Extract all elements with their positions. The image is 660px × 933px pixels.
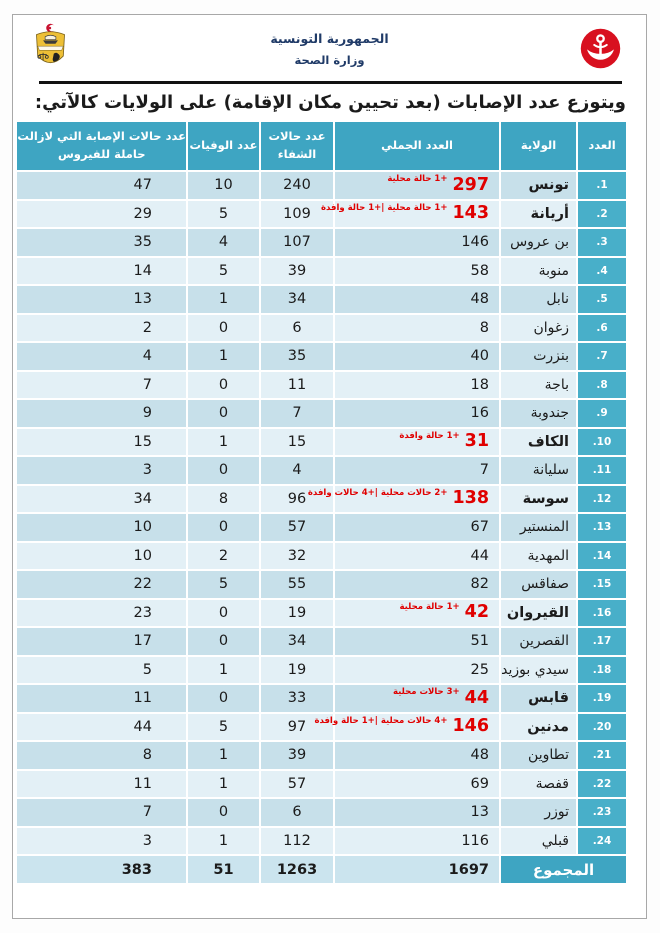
active-cases-cell: 22 xyxy=(17,571,186,598)
total-cases-cell: 8 xyxy=(335,315,499,342)
deaths-cell: 0 xyxy=(188,799,259,826)
deaths-cell: 0 xyxy=(188,400,259,427)
row-rank: .23 xyxy=(578,799,626,826)
active-cases-cell: 29 xyxy=(17,201,186,228)
recovered-cell: 55 xyxy=(261,571,333,598)
row-rank: .13 xyxy=(578,514,626,541)
total-cases-cell xyxy=(307,486,499,513)
total-cases-cell xyxy=(335,685,499,712)
deaths-cell: 5 xyxy=(188,571,259,598)
total-row-label: المجموع xyxy=(501,856,626,883)
active-cases-cell: 34 xyxy=(17,486,186,513)
row-rank: .11 xyxy=(578,457,626,484)
deaths-cell: 5 xyxy=(188,714,259,741)
recovered-cell: 39 xyxy=(261,742,333,769)
governorate-name: جندوبة xyxy=(501,400,576,427)
page-frame xyxy=(12,14,647,919)
deaths-cell: 2 xyxy=(188,543,259,570)
deaths-cell: 0 xyxy=(188,315,259,342)
ministry-health-logo-icon xyxy=(579,27,622,74)
active-cases-cell: 17 xyxy=(17,628,186,655)
active-cases-cell: 3 xyxy=(17,828,186,855)
deaths-cell: 4 xyxy=(188,229,259,256)
active-cases-cell: 7 xyxy=(17,372,186,399)
column-header-deaths: عدد الوفيات xyxy=(188,122,259,170)
new-cases-annotation: +2 حالات محلية |+4 حالات وافدة xyxy=(307,487,448,498)
active-cases-cell: 10 xyxy=(17,514,186,541)
active-cases-cell: 3 xyxy=(17,457,186,484)
recovered-cell: 7 xyxy=(261,400,333,427)
total-cases-cell: 67 xyxy=(335,514,499,541)
recovered-cell: 6 xyxy=(261,799,333,826)
row-rank: .7 xyxy=(578,343,626,370)
recovered-cell: 112 xyxy=(261,828,333,855)
governorate-name: قفصة xyxy=(501,771,576,798)
total-cases-highlighted: 31 xyxy=(464,431,489,451)
republic-title: الجمهورية التونسية xyxy=(270,31,389,46)
governorate-name: القيروان xyxy=(501,600,576,627)
page-title xyxy=(13,84,646,113)
total-cases-cell: 58 xyxy=(335,258,499,285)
active-cases-cell: 8 xyxy=(17,742,186,769)
active-cases-cell: 13 xyxy=(17,286,186,313)
active-cases-cell: 23 xyxy=(17,600,186,627)
row-rank: .8 xyxy=(578,372,626,399)
new-cases-annotation: +1 حالة وافدة xyxy=(399,430,460,441)
governorate-name: تطاوين xyxy=(501,742,576,769)
deaths-cell: 10 xyxy=(188,172,259,199)
deaths-cell: 1 xyxy=(188,343,259,370)
active-cases-cell: 7 xyxy=(17,799,186,826)
new-cases-annotation: +1 حالة محلية |+1 حالة وافدة xyxy=(320,202,448,213)
recovered-cell: 19 xyxy=(261,657,333,684)
deaths-cell: 1 xyxy=(188,828,259,855)
row-rank: .22 xyxy=(578,771,626,798)
recovered-cell: 107 xyxy=(261,229,333,256)
column-header-count: العدد xyxy=(578,122,626,170)
total-cases-cell: 25 xyxy=(335,657,499,684)
active-cases-cell: 35 xyxy=(17,229,186,256)
row-rank: .16 xyxy=(578,600,626,627)
total-deaths-cell: 51 xyxy=(188,856,259,883)
row-rank: .24 xyxy=(578,828,626,855)
recovered-cell: 34 xyxy=(261,286,333,313)
deaths-cell: 5 xyxy=(188,258,259,285)
recovered-cell: 4 xyxy=(261,457,333,484)
deaths-cell: 1 xyxy=(188,286,259,313)
active-cases-cell: 2 xyxy=(17,315,186,342)
ministry-header-text xyxy=(13,31,646,67)
deaths-cell: 1 xyxy=(188,429,259,456)
governorate-name: تونس xyxy=(501,172,576,199)
total-cases-cell: 18 xyxy=(335,372,499,399)
deaths-cell: 0 xyxy=(188,600,259,627)
total-cases-cell xyxy=(314,714,499,741)
total-cases-cell: 116 xyxy=(335,828,499,855)
recovered-cell: 34 xyxy=(261,628,333,655)
active-cases-cell: 47 xyxy=(17,172,186,199)
governorate-name: قبلي xyxy=(501,828,576,855)
column-header-active: عدد حالات الإصابة التي لازالت حاملة للفيروس xyxy=(17,122,186,170)
deaths-cell: 1 xyxy=(188,657,259,684)
recovered-cell: 11 xyxy=(261,372,333,399)
active-cases-cell: 14 xyxy=(17,258,186,285)
total-cases-cell xyxy=(335,600,499,627)
deaths-cell: 0 xyxy=(188,457,259,484)
total-cases-highlighted: 44 xyxy=(464,687,489,708)
title-text: ويتوزع عدد الإصابات xyxy=(440,92,626,113)
total-cases-cell: 48 xyxy=(335,286,499,313)
row-rank: .10 xyxy=(578,429,626,456)
governorate-name: أريانة xyxy=(501,201,576,228)
title-tail-text: على الولايات كالآتي: xyxy=(34,92,224,113)
row-rank: .4 xyxy=(578,258,626,285)
governorate-name: قابس xyxy=(501,685,576,712)
governorate-name: بنزرت xyxy=(501,343,576,370)
total-cases-cell: 16 xyxy=(335,400,499,427)
row-rank: .5 xyxy=(578,286,626,313)
row-rank: .12 xyxy=(578,486,626,513)
total-cases-cell xyxy=(335,172,499,199)
governorate-name: زغوان xyxy=(501,315,576,342)
total-cases-highlighted: 138 xyxy=(452,488,489,508)
total-cases-highlighted: 42 xyxy=(464,602,489,622)
total-cases-highlighted: 143 xyxy=(452,203,489,223)
active-cases-cell: 10 xyxy=(17,543,186,570)
deaths-cell: 1 xyxy=(188,771,259,798)
row-rank: .15 xyxy=(578,571,626,598)
recovered-cell: 97 xyxy=(261,714,333,741)
active-cases-cell: 5 xyxy=(17,657,186,684)
row-rank: .1 xyxy=(578,172,626,199)
ministry-title: وزارة الصحة xyxy=(294,53,365,67)
row-rank: .9 xyxy=(578,400,626,427)
deaths-cell: 0 xyxy=(188,628,259,655)
total-cases-cell: 7 xyxy=(335,457,499,484)
active-cases-cell: 15 xyxy=(17,429,186,456)
total-sum-cell: 1697 xyxy=(335,856,499,883)
recovered-cell: 35 xyxy=(261,343,333,370)
governorate-name: مدنين xyxy=(501,714,576,741)
active-cases-cell: 11 xyxy=(17,771,186,798)
governorate-name: المنستير xyxy=(501,514,576,541)
active-cases-cell: 44 xyxy=(17,714,186,741)
total-cases-cell: 82 xyxy=(335,571,499,598)
deaths-cell: 0 xyxy=(188,372,259,399)
total-cases-cell: 44 xyxy=(335,543,499,570)
active-cases-cell: 9 xyxy=(17,400,186,427)
recovered-cell: 15 xyxy=(261,429,333,456)
recovered-cell: 6 xyxy=(261,315,333,342)
governorate-name: باجة xyxy=(501,372,576,399)
governorate-name: بن عروس xyxy=(501,229,576,256)
new-cases-annotation: +1 حالة محلية xyxy=(399,601,460,612)
total-cases-cell xyxy=(320,201,499,228)
recovered-cell: 96 xyxy=(261,486,333,513)
row-rank: .14 xyxy=(578,543,626,570)
row-rank: .2 xyxy=(578,201,626,228)
governorate-name: المهدية xyxy=(501,543,576,570)
total-cases-cell xyxy=(335,429,499,456)
row-rank: .20 xyxy=(578,714,626,741)
recovered-cell: 57 xyxy=(261,514,333,541)
new-cases-annotation: +1 حالة محلية xyxy=(387,174,448,185)
total-cases-cell: 51 xyxy=(335,628,499,655)
recovered-cell: 32 xyxy=(261,543,333,570)
recovered-cell: 57 xyxy=(261,771,333,798)
deaths-cell: 0 xyxy=(188,514,259,541)
total-cases-highlighted: 146 xyxy=(452,716,489,736)
total-cases-cell: 13 xyxy=(335,799,499,826)
total-active-cell: 383 xyxy=(17,856,186,883)
total-recovered-cell: 1263 xyxy=(261,856,333,883)
row-rank: .21 xyxy=(578,742,626,769)
governorate-name: منوبة xyxy=(501,258,576,285)
governorate-name: نابل xyxy=(501,286,576,313)
governorate-name: سليانة xyxy=(501,457,576,484)
recovered-cell: 39 xyxy=(261,258,333,285)
recovered-cell: 240 xyxy=(261,172,333,199)
row-rank: .18 xyxy=(578,657,626,684)
active-cases-cell: 11 xyxy=(17,685,186,712)
active-cases-cell: 4 xyxy=(17,343,186,370)
new-cases-annotation: +4 حالات محلية |+1 حالة وافدة xyxy=(314,715,448,726)
document-header xyxy=(13,15,646,77)
row-rank: .17 xyxy=(578,628,626,655)
title-bold-text: (بعد تحيين مكان الإقامة) xyxy=(223,92,441,113)
column-header-total: العدد الجملي xyxy=(335,122,499,170)
cases-by-governorate-table xyxy=(17,122,626,883)
total-cases-highlighted: 297 xyxy=(452,174,489,195)
governorate-name: الكاف xyxy=(501,429,576,456)
row-rank: .19 xyxy=(578,685,626,712)
recovered-cell: 109 xyxy=(261,201,333,228)
deaths-cell: 1 xyxy=(188,742,259,769)
total-cases-cell: 48 xyxy=(335,742,499,769)
column-header-recovered: عدد حالات الشفاء xyxy=(261,122,333,170)
deaths-cell: 0 xyxy=(188,685,259,712)
governorate-name: القصرين xyxy=(501,628,576,655)
governorate-name: سيدي بوزيد xyxy=(501,657,576,684)
governorate-name: سوسة xyxy=(501,486,576,513)
row-rank: .6 xyxy=(578,315,626,342)
deaths-cell: 8 xyxy=(188,486,259,513)
deaths-cell: 5 xyxy=(188,201,259,228)
total-cases-cell: 40 xyxy=(335,343,499,370)
total-cases-cell: 146 xyxy=(335,229,499,256)
new-cases-annotation: +3 حالات محلية xyxy=(393,687,460,698)
total-cases-cell: 69 xyxy=(335,771,499,798)
governorate-name: صفاقس xyxy=(501,571,576,598)
row-rank: .3 xyxy=(578,229,626,256)
column-header-governorate: الولاية xyxy=(501,122,576,170)
recovered-cell: 33 xyxy=(261,685,333,712)
recovered-cell: 19 xyxy=(261,600,333,627)
governorate-name: توزر xyxy=(501,799,576,826)
